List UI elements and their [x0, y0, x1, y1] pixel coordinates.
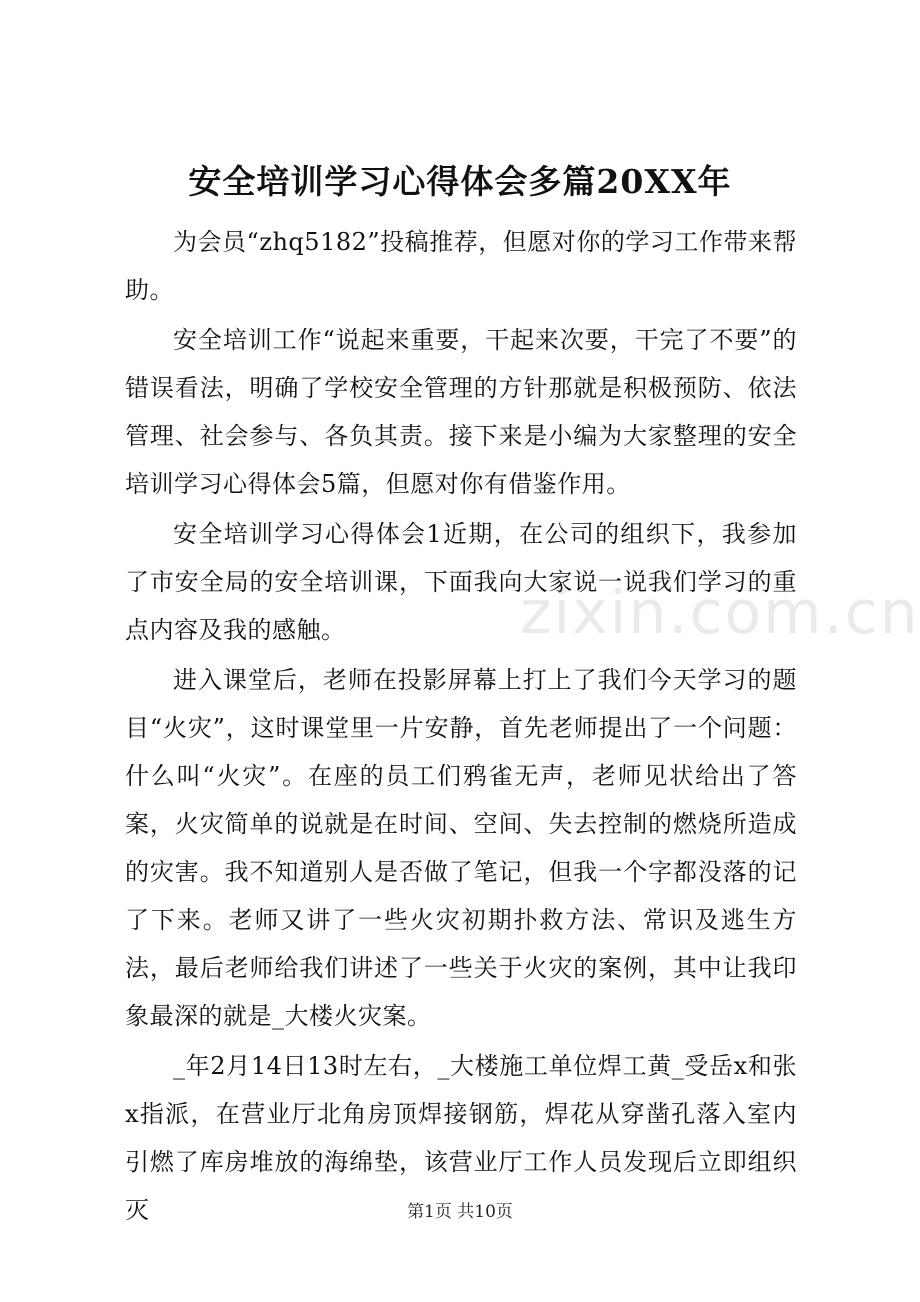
- paragraph-intro: 为会员“zhq5182”投稿推荐，但愿对你的学习工作带来帮助。: [125, 228, 797, 304]
- paragraph-summary: 安全培训工作“说起来重要，干起来次要，干完了不要”的错误看法，明确了学校安全管理的方针那就是积极预防、依法管理、社会参与、各负其责。接下来是小编为大家整理的安全培训学习心得体会5篇，但愿对你有借鉴作用。: [125, 326, 797, 498]
- paragraph-fire-case: _年2月14日13时左右，_大楼施工单位焊工黄_受岳x和张x指派，在营业厅北角房顶焊接钢筋，焊花从穿凿孔落入室内引燃了库房堆放的海绵垫，该营业厅工作人员发现后立即组织灭: [125, 1052, 797, 1224]
- page-footer: 第1页 共10页: [407, 1202, 513, 1222]
- document-body: [125, 218, 797, 1236]
- paragraph-essay-1-opening: 安全培训学习心得体会1近期，在公司的组织下，我参加了市安全局的安全培训课，下面我向大家说一说我们学习的重点内容及我的感触。: [125, 520, 797, 644]
- document-title: 安全培训学习心得体会多篇20XX年: [188, 162, 732, 201]
- paragraph-classroom: 进入课堂后，老师在投影屏幕上打上了我们今天学习的题目“火灾”，这时课堂里一片安静，首先老师提出了一个问题：什么叫“火灾”。在座的员工们鸦雀无声，老师见状给出了答案，火灾简单的说就是在时间、空间、失去控制的燃烧所造成的灾害。我不知道别人是否做了笔记，但我一个字都没落的记了下来。老师又讲了一些火灾初期扑救方法、常识及逃生方法，最后老师给我们讲述了一些关于火灾的案例，其中让我印象最深的就是_大楼火灾案。: [125, 666, 797, 1030]
- watermark: zixin.com.cn: [520, 578, 920, 648]
